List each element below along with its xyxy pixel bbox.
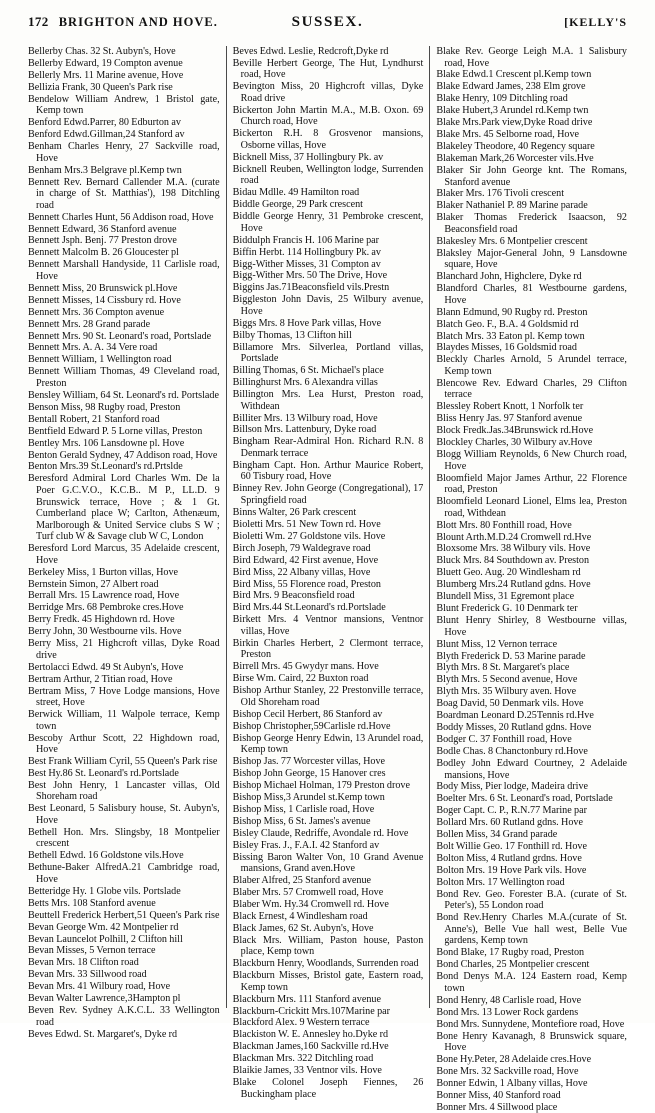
directory-entry: Best Frank William Cyril, 55 Queen's Park rise (28, 756, 218, 767)
directory-entry: Bigg-Wither Mrs. 50 The Drive, Hove (232, 270, 388, 282)
directory-entry: Boddy Misses, 20 Rutland gdns. Hove (436, 722, 592, 734)
directory-entry: Best Leonard, 5 Salisbury house, St. Aubyn's, Hove (28, 803, 220, 826)
directory-entry: Benton Gerald Sydney, 47 Addison road, Hove (28, 449, 218, 461)
directory-entry: Bennett Marshall Handyside, 11 Carlisle road, Hove (28, 259, 220, 282)
directory-entry: Blaker Thomas Frederick Isaacson, 92 Beaconsfield road (436, 212, 627, 235)
directory-entry: Bennett Charles Hunt, 56 Addison road, Hove (28, 211, 214, 223)
directory-entry: Blaker Nathaniel P. 89 Marine parade (436, 200, 588, 212)
directory-entry: Best John Henry, 1 Lancaster villas, Old Shoreham road (28, 779, 220, 803)
directory-entry: Bolt Willie Geo. 17 Fonthill rd. Hove (436, 841, 587, 853)
directory-entry: Black Ernest, 4 Windlesham road (232, 910, 368, 922)
directory-entry: Beven Rev. Sydney A.K.C.L. 33 Wellington road (28, 1005, 220, 1028)
directory-entry: Bolton Miss, 4 Rutland grdns. Hove (436, 853, 582, 865)
directory-entry: Blockley Charles, 30 Wilbury av.Hove (436, 437, 593, 449)
directory-entry: Bilby Thomas, 13 Clifton hill (232, 329, 352, 341)
directory-column-3 (429, 46, 633, 1113)
directory-entry: Blencowe Rev. Edward Charles, 29 Clifton terrace (436, 377, 627, 401)
directory-entry: Boger Capt. C. P., R.N.77 Marine par (436, 805, 587, 817)
directory-entry: Bickerton R.H. 8 Grosvenor mansions, Osborne villas, Hove (232, 128, 424, 151)
directory-entry: Bliss Henry Jas. 97 Stanford avenue (436, 413, 583, 425)
directory-entry: Bioletti Mrs. 51 New Town rd. Hove (232, 518, 381, 530)
directory-entry: Bethune-Baker AlfredA.21 Cambridge road, Hove (28, 862, 220, 885)
directory-entry: Bennett William, 1 Wellington road (28, 354, 172, 366)
directory-entry: Boelter Mrs. 6 St. Leonard's road, Portslade (436, 793, 613, 805)
directory-columns (22, 46, 633, 1113)
directory-entry: Blackburn-Crickitt Mrs.107Marine par (232, 1005, 390, 1017)
directory-entry: Bennett Mrs. 28 Grand parade (28, 318, 151, 330)
directory-entry: Bevan Mrs. 18 Clifton road (28, 957, 139, 969)
directory-entry: Bonner Edwin, 1 Albany villas, Hove (436, 1077, 588, 1089)
directory-entry: Blyth Frederick D. 53 Marine parade (436, 650, 586, 662)
directory-entry: Bishop Miss, 1 Carlisle road, Hove (232, 803, 375, 815)
directory-entry: Blyth Mrs. 35 Wilbury aven. Hove (436, 686, 577, 698)
directory-entry: Bird Miss, 22 Albany villas, Hove (232, 566, 371, 578)
directory-entry: Beville Herbert George, The Hut, Lyndhurst road, Hove (232, 57, 424, 81)
directory-entry: Blaydes Misses, 16 Goldsmid road (436, 342, 577, 354)
directory-entry: Bird Mrs. 9 Beaconsfield road (232, 590, 355, 602)
directory-entry: Bennett Malcolm B. 26 Gloucester pl (28, 247, 179, 259)
directory-entry: Beresford Lord Marcus, 35 Adelaide crescent, Hove (28, 543, 220, 566)
directory-entry: Bellerby Chas. 32 St. Aubyn's, Hove (28, 46, 176, 57)
directory-entry: Bond Mrs. 13 Lower Rock gardens (436, 1006, 579, 1018)
directory-entry: Blogg William Reynolds, 6 New Church road, Hove (436, 449, 627, 472)
directory-entry: Bicknell Reuben, Wellington lodge, Surrenden road (232, 163, 424, 187)
directory-entry: Best Hy.86 St. Leonard's rd.Portslade (28, 767, 179, 779)
directory-entry: Berwick William, 11 Walpole terrace, Kemp town (28, 709, 220, 732)
directory-entry: Bevington Miss, 20 Highcroft villas, Dyke Road drive (232, 81, 424, 104)
directory-entry: Blake Edwd.1 Crescent pl.Kemp town (436, 69, 592, 81)
directory-entry: Bishop Christopher,59Carlisle rd.Hove (232, 720, 391, 732)
directory-entry: Blake Mrs.Park view,Dyke Road drive (436, 117, 593, 129)
directory-entry: Bennett Jsph. Benj. 77 Preston drove (28, 235, 177, 247)
directory-entry: Bloomfield Major James Arthur, 22 Florence road, Preston (436, 472, 627, 496)
directory-entry: Benham Mrs.3 Belgrave pl.Kemp twn (28, 164, 182, 176)
directory-entry: Bethell Hon. Mrs. Slingsby, 18 Montpelier crescent (28, 826, 220, 850)
directory-entry: Bishop George Henry Edwin, 13 Arundel road, Kemp town (232, 732, 424, 756)
directory-entry: Boardman Leonard D.25Tennis rd.Hve (436, 710, 594, 722)
directory-entry: Blaker Mrs. 176 Tivoli crescent (436, 188, 565, 200)
directory-entry: Blatch Mrs. 33 Eaton pl. Kemp town (436, 330, 585, 342)
directory-entry: Bendelow William Andrew, 1 Bristol gate, Kemp town (28, 93, 220, 117)
directory-entry: Blaber Alfred, 25 Stanford avenue (232, 874, 372, 886)
directory-entry: Biggins Jas.71Beaconsfield vils.Prestn (232, 282, 390, 294)
directory-entry: Blann Edmund, 90 Rugby rd. Preston (436, 306, 588, 318)
directory-entry: Block Fredk.Jas.34Brunswick rd.Hove (436, 425, 594, 437)
directory-entry: Bishop John George, 15 Hanover cres (232, 767, 386, 779)
directory-entry: Blaker Sir John George knt. The Romans, Stanford avenue (436, 164, 627, 188)
directory-entry: Bloomfield Leonard Lionel, Elms lea, Preston road, Withdean (436, 496, 627, 519)
directory-entry: Blackford Alex. 9 Western terrace (232, 1017, 370, 1029)
directory-entry: Benford Edwd.Gillman,24 Stanford av (28, 129, 185, 141)
directory-entry: Blackiston W. E. Annesley ho.Dyke rd (232, 1029, 389, 1041)
directory-entry: Bethell Edwd. 16 Goldstone vils.Hove (28, 850, 184, 862)
directory-entry: Blaksley Major-General John, 9 Lansdowne square, Hove (436, 247, 627, 271)
directory-entry: Blake Henry, 109 Ditchling road (436, 93, 568, 105)
directory-entry: Bond Henry, 48 Carlisle road, Hove (436, 994, 582, 1006)
directory-entry: Biggleston John Davis, 25 Wilbury avenue, Hove (232, 294, 424, 317)
directory-entry: Bennett Mrs. A. A. 34 Vere road (28, 342, 158, 354)
directory-entry: Biggs Mrs. 8 Hove Park villas, Hove (232, 317, 382, 329)
directory-entry: Biddulph Francis H. 106 Marine par (232, 234, 380, 246)
directory-entry: Bone Mrs. 32 Sackville road, Hove (436, 1065, 579, 1077)
directory-entry: Blake Rev. George Leigh M.A. 1 Salisbury road, Hove (436, 46, 627, 69)
directory-entry: Blackburn Mrs. 111 Stanford avenue (232, 993, 381, 1005)
directory-entry: Berrall Mrs. 15 Lawrence road, Hove (28, 590, 180, 602)
directory-entry: Bentall Robert, 21 Stanford road (28, 413, 160, 425)
directory-entry: Bickerton John Martin M.A., M.B. Oxon. 69 Church road, Hove (232, 104, 424, 128)
directory-entry: Blakesley Mrs. 6 Montpelier crescent (436, 235, 588, 247)
directory-entry: Birch Joseph, 79 Waldegrave road (232, 542, 371, 554)
directory-entry: Bonner Miss, 40 Stanford road (436, 1089, 561, 1101)
directory-entry: Bisley Fras. J., F.A.I. 42 Stanford av (232, 839, 380, 851)
directory-entry: Bevan Mrs. 33 Sillwood road (28, 969, 147, 981)
directory-entry: Billiter Mrs. 13 Wilbury road, Hove (232, 412, 378, 424)
directory-entry: Bond Rev.Henry Charles M.A.(curate of St. Anne's), Belle Vue hall west, Belle Vue gardens, Kemp town (436, 912, 627, 947)
directory-entry: Blessley Robert Knott, 1 Norfolk ter (436, 401, 584, 413)
directory-entry: Binney Rev. John George (Congregational), 17 Springfield road (232, 483, 424, 506)
running-head-publisher: [KELLY'S (564, 15, 627, 29)
directory-entry: Bond Blake, 17 Rugby road, Preston (436, 947, 585, 959)
directory-entry: Betteridge Hy. 1 Globe vils. Portslade (28, 885, 181, 897)
directory-entry: Beresford Admiral Lord Charles Wm. De la Poer G.C.V.O., K.C.B.. M P., LL.D. 9 Brunswick terrace, Hove ; & 1 Gt. Cumberland place W; Carlton, Athenæum, Marlborough & United Service clubs S W ; Turf club W & Savage club W C, London (28, 473, 220, 543)
directory-entry: Blunt Miss, 12 Vernon terrace (436, 638, 558, 650)
directory-entry: Bellerby Edward, 19 Compton avenue (28, 57, 183, 69)
directory-entry: Bone Henry Kavanagh, 8 Brunswick square, Hove (436, 1030, 627, 1054)
directory-entry: Bennett Misses, 14 Cissbury rd. Hove (28, 294, 181, 306)
directory-entry: Bioletti Wm. 27 Goldstone vils. Hove (232, 530, 386, 542)
directory-entry: Benton Mrs.39 St.Leonard's rd.Prtslde (28, 461, 183, 473)
directory-entry: Bescoby Arthur Scott, 22 Highdown road, Hove (28, 732, 220, 756)
directory-entry: Bevan Mrs. 41 Wilbury road, Hove (28, 981, 171, 993)
directory-entry: Body Miss, Pier lodge, Madeira drive (436, 781, 589, 793)
directory-entry: Biffin Herbt. 114 Hollingbury Pk. av (232, 246, 381, 258)
directory-entry: Beuttell Frederick Herbert,51 Queen's Park rise (28, 909, 220, 921)
directory-entry: Bishop Jas. 77 Worcester villas, Hove (232, 756, 386, 767)
directory-entry: Blunt Frederick G. 10 Denmark ter (436, 603, 578, 615)
directory-entry: Boag David, 50 Denmark vils. Hove (436, 698, 584, 710)
directory-entry: Bishop Miss, 6 St. James's avenue (232, 815, 371, 827)
directory-entry: Bishop Miss,3 Arundel st.Kemp town (232, 791, 385, 803)
directory-entry: Bentley Mrs. 106 Lansdowne pl. Hove (28, 437, 185, 449)
directory-entry: Bond Rev. Geo. Forester B.A. (curate of St. Peter's), 55 London road (436, 888, 627, 912)
directory-entry: Berridge Mrs. 68 Pembroke cres.Hove (28, 602, 184, 614)
directory-entry: Bodger C. 37 Fonthill road, Hove (436, 734, 572, 746)
directory-entry: Blandford Charles, 81 Westbourne gardens, Hove (436, 283, 627, 306)
directory-entry: Birkin Charles Herbert, 2 Clermont terrace, Preston (232, 637, 424, 661)
directory-entry: Bellerly Mrs. 11 Marine avenue, Hove (28, 69, 184, 81)
directory-entry: Bissing Baron Walter Von, 10 Grand Avenue mansions, Grand aven.Hove (232, 851, 424, 875)
directory-entry: Blakeley Theodore, 40 Regency square (436, 141, 595, 153)
directory-entry: Bird Mrs.44 St.Leonard's rd.Portslade (232, 602, 386, 614)
directory-entry: Bolton Mrs. 17 Wellington road (436, 876, 565, 888)
page-folio: 172 (28, 14, 49, 29)
directory-entry: Bird Edward, 42 First avenue, Hove (232, 554, 379, 566)
directory-entry: Blaber Mrs. 57 Cromwell road, Hove (232, 886, 384, 898)
directory-entry: Bond Denys M.A. 124 Eastern road, Kemp town (436, 971, 627, 994)
directory-column-1 (22, 46, 226, 1040)
directory-entry: Blumberg Mrs.24 Rutland gdns. Hove (436, 579, 591, 591)
directory-entry: Binns Walter, 26 Park crescent (232, 506, 357, 518)
directory-entry: Benson Miss, 98 Rugby road, Preston (28, 401, 181, 413)
directory-entry: Bevan Launcelot Polhill, 2 Clifton hill (28, 933, 183, 945)
directory-entry: Blackburn Misses, Bristol gate, Eastern road, Kemp town (232, 970, 424, 993)
directory-entry: Blake Edward James, 238 Elm grove (436, 81, 586, 93)
directory-entry: Bellizia Frank, 30 Queen's Park rise (28, 81, 173, 93)
directory-entry: Bennett William Thomas, 49 Cleveland road, Preston (28, 366, 220, 389)
directory-column-2 (226, 46, 430, 1100)
directory-entry: Bleckly Charles Arnold, 5 Arundel terrace, Kemp town (436, 354, 627, 377)
directory-entry: Billamore Mrs. Silverlea, Portland villas, Portslade (232, 341, 424, 365)
directory-entry: Bingham Capt. Hon. Arthur Maurice Robert, 60 Tisbury road, Hove (232, 459, 424, 483)
directory-entry: Black James, 62 St. Aubyn's, Hove (232, 922, 374, 934)
directory-entry: Birse Wm. Caird, 22 Buxton road (232, 673, 369, 685)
directory-entry: Bertolacci Edwd. 49 St Aubyn's, Hove (28, 661, 184, 673)
directory-entry: Blake Mrs. 45 Selborne road, Hove (436, 129, 580, 141)
directory-entry: Bensley William, 64 St. Leonard's rd. Portslade (28, 389, 219, 401)
directory-entry: Blackman James,160 Sackville rd.Hve (232, 1041, 389, 1053)
directory-entry: Bluck Mrs. 84 Southdown av. Preston (436, 555, 590, 567)
directory-entry: Berkeley Miss, 1 Burton villas, Hove (28, 566, 179, 578)
directory-entry: Bennett Rev. Bernard Callender M.A. (curate in charge of St. Matthias'), 198 Ditchling road (28, 176, 220, 211)
directory-entry: Bone Hy.Peter, 28 Adelaide cres.Hove (436, 1054, 592, 1066)
directory-entry: Bishop Cecil Herbert, 86 Stanford av (232, 708, 383, 720)
directory-entry: Benford Edwd.Parrer, 80 Edburton av (28, 117, 181, 129)
directory-entry: Blaikie James, 33 Ventnor vils. Hove (232, 1065, 382, 1077)
directory-entry: Bollen Miss, 34 Grand parade (436, 829, 558, 841)
directory-entry: Birrell Mrs. 45 Gwydyr mans. Hove (232, 661, 379, 673)
directory-entry: Black Mrs. William, Paston house, Paston place, Kemp town (232, 934, 424, 958)
directory-entry: Biddle George Henry, 31 Pembroke crescent, Hove (232, 211, 424, 234)
directory-entry: Billinghurst Mrs. 6 Alexandra villas (232, 377, 378, 389)
running-head (28, 14, 627, 36)
directory-entry: Beves Edwd. Leslie, Redcroft,Dyke rd (232, 46, 389, 57)
directory-entry: Berry Fredk. 45 Highdown rd. Hove (28, 614, 175, 626)
directory-entry: Billson Mrs. Lattenbury, Dyke road (232, 424, 377, 436)
directory-entry: Blatch Geo. F., B.A. 4 Goldsmid rd (436, 318, 579, 330)
directory-entry: Bevan Walter Lawrence,3Hampton pl (28, 993, 181, 1005)
directory-entry: Bennett Mrs. 90 St. Leonard's road, Portslade (28, 330, 212, 342)
directory-entry: Blake Hubert,3 Arundel rd.Kemp twn (436, 105, 589, 117)
directory-entry: Benham Charles Henry, 27 Sackville road, Hove (28, 141, 220, 164)
directory-entry: Bigg-Wither Misses, 31 Compton av (232, 258, 381, 270)
directory-entry: Bentfield Edward P. 5 Lorne villas, Preston (28, 425, 203, 437)
running-head-county: SUSSEX. (291, 14, 364, 30)
directory-entry: Bonner Mrs. 4 Sillwood place (436, 1101, 558, 1113)
directory-entry: Blundell Miss, 31 Egremont place (436, 591, 575, 603)
directory-entry: Bidau Mdlle. 49 Hamilton road (232, 187, 360, 199)
directory-entry: Blakeman Mark,26 Worcester vils.Hve (436, 153, 594, 165)
directory-entry: Bird Miss, 55 Florence road, Preston (232, 578, 381, 590)
directory-entry: Bevan George Wm. 42 Montpelier rd (28, 921, 179, 933)
running-head-place: BRIGHTON AND HOVE. (58, 15, 218, 29)
directory-entry: Blount Arth.M.D.24 Cromwell rd.Hve (436, 531, 592, 543)
directory-entry: Bishop Arthur Stanley, 22 Prestonville terrace, Old Shoreham road (232, 685, 424, 708)
directory-entry: Bertram Arthur, 2 Titian road, Hove (28, 673, 173, 685)
directory-entry: Blanchard John, Highclere, Dyke rd (436, 271, 582, 283)
directory-entry: Blake Colonel Joseph Fiennes, 26 Buckingham place (232, 1077, 424, 1100)
directory-entry: Bennett Mrs. 36 Compton avenue (28, 306, 165, 318)
directory-entry: Bertram Miss, 7 Hove Lodge mansions, Hove street, Hove (28, 685, 220, 709)
running-head-left (28, 14, 218, 30)
directory-entry: Bolton Mrs. 19 Hove Park vils. Hove (436, 865, 587, 876)
directory-entry: Beves Edwd. St. Margaret's, Dyke rd (28, 1028, 178, 1040)
directory-entry: Bingham Rear-Admiral Hon. Richard R.N. 8 Denmark terrace (232, 436, 424, 459)
directory-entry: Birkett Mrs. 4 Ventnor mansions, Ventnor villas, Hove (232, 614, 424, 637)
directory-entry: Bennett Miss, 20 Brunswick pl.Hove (28, 282, 178, 294)
directory-entry: Blaber Wm. Hy.34 Cromwell rd. Hove (232, 898, 389, 910)
directory-entry: Blott Mrs. 80 Fonthill road, Hove (436, 519, 572, 531)
directory-entry: Blackman Mrs. 322 Ditchling road (232, 1053, 374, 1065)
directory-entry: Bodle Chas. 8 Chanctonbury rd.Hove (436, 746, 588, 758)
directory-entry: Berry John, 30 Westbourne vils. Hove (28, 626, 182, 638)
directory-entry: Bloxsome Mrs. 38 Wilbury vils. Hove (436, 543, 591, 555)
directory-entry: Bisley Claude, Redriffe, Avondale rd. Hove (232, 827, 409, 839)
directory-entry: Blyth Mrs. 8 St. Margaret's place (436, 662, 570, 674)
directory-entry: Bevan Misses, 5 Vernon terrace (28, 945, 156, 957)
directory-entry: Bishop Michael Holman, 179 Preston drove (232, 779, 410, 791)
directory-entry: Bluett Geo. Aug. 20 Windlesham rd (436, 567, 581, 579)
directory-entry: Bond Mrs. Sunnydene, Montefiore road, Hove (436, 1018, 625, 1030)
directory-entry: Biddle George, 29 Park crescent (232, 199, 363, 211)
directory-entry: Blackburn Henry, Woodlands, Surrenden road (232, 958, 419, 970)
directory-entry: Bennett Edward, 36 Stanford avenue (28, 223, 177, 235)
directory-entry: Bond Charles, 25 Montpelier crescent (436, 959, 590, 971)
directory-entry: Billington Mrs. Lea Hurst, Preston road, Withdean (232, 389, 424, 412)
directory-entry: Blyth Mrs. 5 Second avenue, Hove (436, 674, 578, 686)
directory-entry: Bicknell Miss, 37 Hollingbury Pk. av (232, 151, 384, 163)
directory-entry: Bernstein Simon, 27 Albert road (28, 578, 159, 590)
directory-entry: Betts Mrs. 108 Stanford avenue (28, 897, 156, 909)
directory-entry: Billing Thomas, 6 St. Michael's place (232, 365, 384, 377)
directory-entry: Bollard Mrs. 60 Rutland gdns. Hove (436, 817, 583, 829)
directory-entry: Berry Miss, 21 Highcroft villas, Dyke Road drive (28, 638, 220, 661)
directory-entry: Bodley John Edward Courtney, 2 Adelaide mansions, Hove (436, 757, 627, 781)
directory-entry: Blunt Henry Shirley, 8 Westbourne villas, Hove (436, 615, 627, 638)
